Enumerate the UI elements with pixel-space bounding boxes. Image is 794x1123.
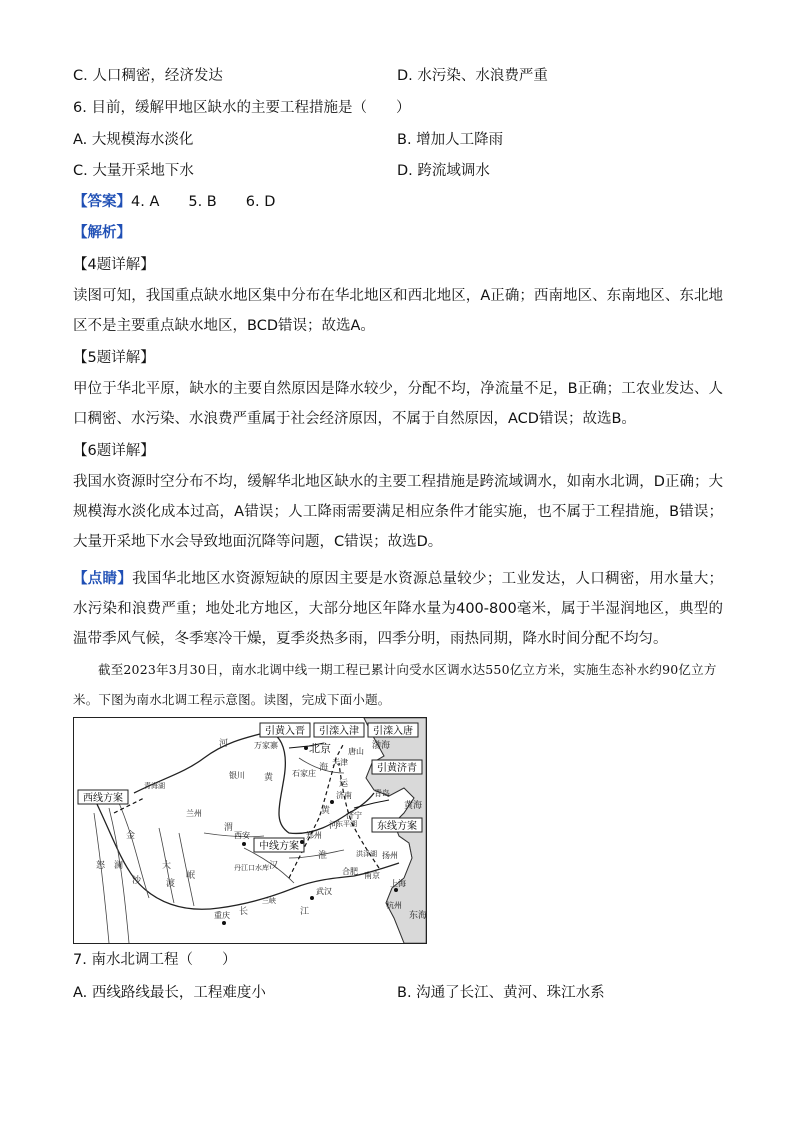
city-tangshan: 唐山 <box>348 747 364 756</box>
q6-option-b: B. 增加人工降雨 <box>397 132 504 148</box>
city-tianjin: 天津 <box>332 758 348 767</box>
box-yhjq <box>372 760 422 774</box>
feature-hongzehu: 洪泽湖 <box>356 850 377 858</box>
river-char-he2: 河 <box>329 821 339 831</box>
detail-6-text: 我国水资源时空分布不均，缓解华北地区缺水的主要工程措施是跨流域调水，如南水北调，D正确；大规模海水淡化成本过高，A错误；人工降雨需要满足相应条件才能实施，也不属于工程措施，B错误；大量开采地下水会导致地面沉降等问题，C错误；故选D。 <box>73 474 723 550</box>
detail-6-title: 【6题详解】 <box>73 443 155 459</box>
feature-donghai: 东海 <box>409 911 426 921</box>
q7-option-a: A. 西线路线最长，工程难度小 <box>73 985 266 1001</box>
map-svg <box>74 718 426 943</box>
dot-shanghai <box>394 888 398 892</box>
feature-dongpinghu: 东平湖 <box>336 820 357 828</box>
river-char-he1: 河 <box>219 739 229 749</box>
dot-jinan <box>330 800 334 804</box>
city-wanjiazhai: 万家寨 <box>254 741 278 750</box>
q7-option-b: B. 沟通了长江、黄河、珠江水系 <box>397 985 605 1001</box>
question-7-stem: 7. 南水北调工程（ ） <box>73 952 237 968</box>
q5-option-c: C. 人口稠密，经济发达 <box>73 68 223 84</box>
box-xxfa <box>78 790 128 804</box>
river-char-sha: 沙 <box>132 876 142 886</box>
river-char-hai: 海 <box>319 763 329 773</box>
south-north-water-diversion-map <box>73 717 427 944</box>
feature-huanghai: 黄海 <box>404 801 423 811</box>
city-jinan: 济南 <box>336 791 352 800</box>
reading-passage: 截至2023年3月30日，南水北调中线一期工程已累计向受水区调水达550亿立方米，实施生态补水约90亿立方米。下图为南水北调工程示意图。读图，完成下面小题。 <box>73 662 717 707</box>
feature-danjiangkou: 丹江口水库 <box>234 864 269 872</box>
city-qingdao: 青岛 <box>374 789 390 798</box>
detail-5-title: 【5题详解】 <box>73 350 155 366</box>
detail-5-text: 甲位于华北平原，缺水的主要自然原因是降水较少，分配不均，净流量不足，B正确；工农业发达、人口稠密、水污染、水浪费严重属于社会经济原因，不属于自然原因，ACD错误；故选B。 <box>73 381 723 427</box>
river-lancang <box>109 808 129 943</box>
city-yangzhou: 扬州 <box>382 851 398 860</box>
city-shanghai: 上海 <box>390 879 406 888</box>
feature-sanxia: 三峡 <box>262 897 276 905</box>
river-char-du: 渡 <box>166 879 176 889</box>
svg-text:西线方案: 西线方案 <box>83 793 123 804</box>
detail-4-title: 【4题详解】 <box>73 257 155 273</box>
box-ylrt <box>368 723 418 737</box>
river-char-huang2: 黄 <box>321 806 331 816</box>
dot-chongqing <box>222 921 226 925</box>
tip-paragraph <box>73 564 723 654</box>
river-char-da: 大 <box>162 861 172 871</box>
city-yinchuan: 银川 <box>229 771 245 780</box>
river-char-nu: 怒 <box>96 861 106 871</box>
box-zxfa <box>254 838 304 852</box>
q6-option-c: C. 大量开采地下水 <box>73 163 194 179</box>
river-char-chang: 长 <box>239 907 249 917</box>
city-jining: 济宁 <box>346 811 362 820</box>
city-beijing: 北京 <box>309 742 331 755</box>
city-hefei: 合肥 <box>342 867 358 876</box>
river-char-huang1: 黄 <box>264 773 274 783</box>
yhjq-route <box>354 800 389 808</box>
answer-text: 4. A 5. B 6. D <box>131 194 276 210</box>
river-char-han: 汉 <box>269 861 279 871</box>
answer-line <box>73 192 275 212</box>
q6-option-a: A. 大规模海水淡化 <box>73 132 194 148</box>
city-wuhan: 武汉 <box>316 887 332 896</box>
city-xian: 西安 <box>234 831 250 840</box>
q5-option-d: D. 水污染、水浪费严重 <box>397 68 548 84</box>
question-6-stem: 6. 目前，缓解甲地区缺水的主要工程措施是（ ） <box>73 100 411 116</box>
river-char-wei: 渭 <box>224 823 234 833</box>
river-min <box>179 833 194 906</box>
city-shijiazhuang: 石家庄 <box>292 769 316 778</box>
feature-bohai: 渤海 <box>372 741 391 751</box>
dot-xian <box>242 842 246 846</box>
box-dxfa <box>372 818 422 832</box>
dot-zhengzhou <box>300 840 304 844</box>
dot-wuhan <box>310 896 314 900</box>
river-nu <box>94 813 109 943</box>
tip-text: 我国华北地区水资源短缺的原因主要是水资源总量较少；工业发达，人口稠密，用水量大；水污染和浪费严重；地处北方地区，大部分地区年降水量为400-800毫米，属于半湿润地区，典型的温带季风气候，冬季寒冷干燥，夏季炎热多雨，四季分明，雨热同期，降水时间分配不均匀。 <box>73 571 724 647</box>
box-ylrj <box>314 723 364 737</box>
city-lanzhou: 兰州 <box>186 809 202 818</box>
svg-text:东线方案: 东线方案 <box>377 821 417 832</box>
answer-label: 【答案】 <box>73 194 131 210</box>
detail-4-text: 读图可知，我国重点缺水地区集中分布在华北地区和西北地区，A正确；西南地区、东南地区、东北地区不是主要重点缺水地区，BCD错误；故选A。 <box>73 288 723 334</box>
svg-text:引黄入晋: 引黄入晋 <box>265 726 305 737</box>
svg-text:引滦入唐: 引滦入唐 <box>373 726 413 737</box>
river-char-jin: 金 <box>126 831 136 841</box>
river-char-huai: 淮 <box>318 851 328 861</box>
city-hangzhou: 杭州 <box>386 901 402 910</box>
river-char-yun: 运 <box>339 779 349 789</box>
river-char-min: 岷 <box>186 871 196 881</box>
river-char-lan: 澜 <box>114 861 124 871</box>
q6-option-d: D. 跨流域调水 <box>397 163 490 179</box>
city-zhengzhou: 郑州 <box>306 831 322 840</box>
river-char-jiang: 江 <box>300 907 310 917</box>
svg-text:引滦入津: 引滦入津 <box>319 726 359 737</box>
city-chongqing: 重庆 <box>214 911 230 920</box>
dot-beijing <box>304 746 308 750</box>
feature-qinghaihu: 青海湖 <box>144 782 165 790</box>
city-nanjing: 南京 <box>364 871 380 880</box>
box-yhjj <box>260 723 310 737</box>
analysis-label: 【解析】 <box>73 225 131 241</box>
tip-label: 【点睛】 <box>73 571 133 587</box>
svg-text:中线方案: 中线方案 <box>259 841 299 852</box>
svg-text:引黄济青: 引黄济青 <box>377 763 417 774</box>
